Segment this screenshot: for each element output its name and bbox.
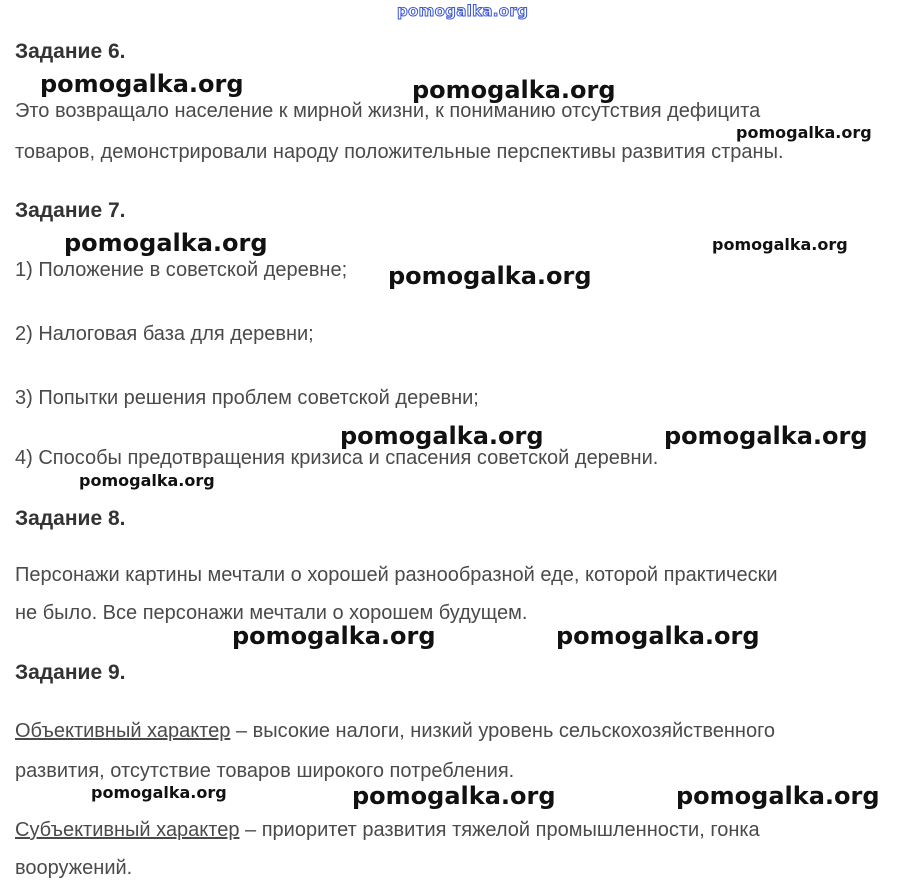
watermark: pomogalka.org: [340, 422, 544, 450]
task-8-heading: Задание 8.: [15, 507, 126, 530]
watermark: pomogalka.org: [91, 783, 227, 802]
watermark: pomogalka.org: [676, 782, 880, 810]
task-7-item-3: 3) Попытки решения проблем советской деревни;: [15, 387, 479, 409]
watermark: pomogalka.org: [232, 622, 436, 650]
task-6-line-1: Это возвращало население к мирной жизни, к пониманию отсутствия дефицита: [15, 100, 761, 122]
watermark: pomogalka.org: [736, 123, 872, 142]
watermark: pomogalka.org: [352, 782, 556, 810]
task-7-item-1: 1) Положение в советской деревне;: [15, 259, 348, 281]
watermark: pomogalka.org: [388, 262, 592, 290]
watermark: pomogalka.org: [664, 422, 868, 450]
watermark-top: pomogalka.org: [397, 2, 529, 20]
watermark: pomogalka.org: [556, 622, 760, 650]
watermark: pomogalka.org: [40, 70, 244, 98]
watermark: pomogalka.org: [412, 76, 616, 104]
task-7-item-4: 4) Способы предотвращения кризиса и спасения советской деревни.: [15, 447, 659, 469]
task-6-line-2: товаров, демонстрировали народу положительные перспективы развития страны.: [15, 141, 784, 163]
objective-term: Объективный характер: [15, 720, 231, 742]
watermark: pomogalka.org: [79, 471, 215, 490]
watermark: pomogalka.org: [712, 235, 848, 254]
watermark: pomogalka.org: [64, 229, 268, 257]
subjective-description: – приоритет развития тяжелой промышленности, гонка: [239, 819, 760, 841]
task-9-heading: Задание 9.: [15, 661, 126, 684]
task-9-subjective-line-2: вооружений.: [15, 857, 133, 879]
task-8-line-2: не было. Все персонажи мечтали о хорошем будущем.: [15, 602, 528, 624]
task-8-line-1: Персонажи картины мечтали о хорошей разнообразной еде, которой практически: [15, 564, 778, 586]
task-7-heading: Задание 7.: [15, 199, 126, 222]
task-7-item-2: 2) Налоговая база для деревни;: [15, 323, 314, 345]
task-6-heading: Задание 6.: [15, 40, 126, 63]
subjective-term: Субъективный характер: [15, 819, 240, 841]
task-9-objective-line-1: [15, 720, 775, 743]
objective-description: – высокие налоги, низкий уровень сельскохозяйственного: [230, 720, 776, 742]
task-9-objective-line-2: развития, отсутствие товаров широкого потребления.: [15, 760, 515, 782]
task-9-subjective-line-1: [15, 819, 760, 842]
